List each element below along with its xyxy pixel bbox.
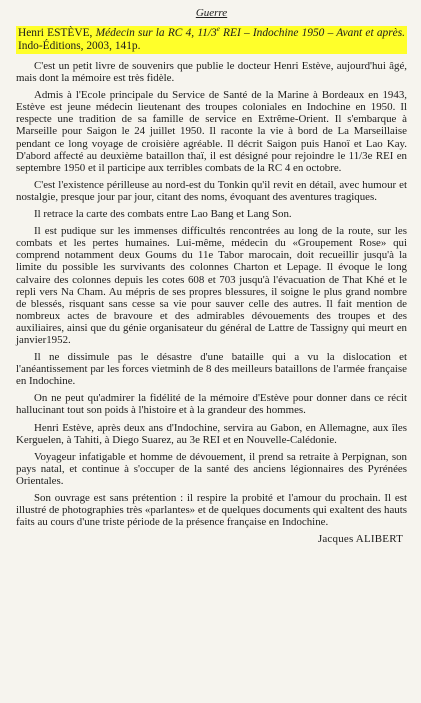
reference-title-rest: REI – Indochine 1950 – Avant et après. [219, 27, 405, 39]
paragraph-1: C'est un petit livre de souvenirs que publie le docteur Henri Estève, aujourd'hui âgé, mais dont la mémoire est très fidèle. [16, 60, 407, 85]
reference-title-sup: e [216, 25, 220, 34]
paragraph-8: Henri Estève, après deux ans d'Indochine, servira au Gabon, en Allemagne, aux îles Kerguelen, à Tahiti, à Diego Suarez, au 3e REI et en Nouvelle-Calédonie. [16, 421, 407, 446]
paragraph-10: Son ouvrage est sans prétention : il respire la probité et l'amour du prochain. Il est illustré de photographies très «parlantes» et de quelques documents qui exaltent des hauts faits au cours d'une triste période de la présence française en Indochine. [16, 492, 407, 529]
paragraph-9: Voyageur infatigable et homme de dévouement, il prend sa retraite à Perpignan, son pays natal, et continue à s'occuper de la santé des anciens légionnaires des Pyrénées Orientales. [16, 450, 407, 487]
section-header: Guerre [195, 7, 228, 19]
paragraph-2: Admis à l'Ecole principale du Service de Santé de la Marine à Bordeaux en 1943, Estève est jeune médecin lieutenant des troupes coloniales en Indochine en 1950. Il respecte une tradition de sa famille de service en Extrême-Orient. Il s'embarque à Marseille pour Saigon le 24 juillet 1950. Il raconte la vie à bord de La Marseillaise pendant ce long voyage de croisière agréable. Il décrit Saigon puis Hanoï et Lao Kay. D'abord affecté au deuxième bataillon thaï, il est désigné pour rejoindre le 11/3e REI en septembre 1950 et il participe aux terribles combats de la RC 4 en octobre. [16, 89, 407, 174]
paragraph-5: Il est pudique sur les immenses difficultés rencontrées au long de la route, sur les combats et les pertes humaines. Lui-même, médecin du «Groupement Rose» qui comprend notamment deux Goums du 11e Tabor marocain, doit recueillir jusqu'à la limite du possible les survivants des colonnes Charton et Lepage. Il évoque le long calvaire des colonnes depuis les cotes 608 et 703 jusqu'à l'évacuation de That Khé et le repli vers Na Cham. Au mépris de ses propres blessures, il soigne le plus grand nombre de blessés, risquant sans cesse sa vie pour sauver celle des autres. Il fait mention de nombreux actes de bravoure et des admirables dévouements des troupes et des auxiliaires, ainsi que du génie organisateur du général de Lattre de Tassigny qui meurt en janvier1952. [16, 225, 407, 346]
paragraph-3: C'est l'existence périlleuse au nord-est du Tonkin qu'il revit en détail, avec humour et nostalgie, presque jour par jour, citant des noms, évoquant des aventures tragiques. [16, 178, 407, 203]
reference-title: Médecin sur la RC 4, 11/3 [95, 27, 217, 39]
paragraph-4: Il retrace la carte des combats entre Lao Bang et Lang Son. [34, 208, 292, 221]
paragraph-7: On ne peut qu'admirer la fidélité de la mémoire d'Estève pour donner dans ce récit hallucinant tout son poids à l'histoire et à la grandeur des hommes. [16, 392, 407, 417]
paragraph-6: Il ne dissimule pas le désastre d'une bataille qui a vu la dislocation et l'anéantissement par les forces vietminh de 8 des meilleurs bataillons de l'armée française en Indochine. [16, 351, 407, 388]
book-reference [16, 26, 407, 54]
reference-publisher: Indo-Éditions, 2003, 141p. [18, 40, 141, 52]
reference-author: Henri ESTÈVE, [18, 27, 93, 39]
signature: Jacques ALIBERT [317, 533, 403, 546]
